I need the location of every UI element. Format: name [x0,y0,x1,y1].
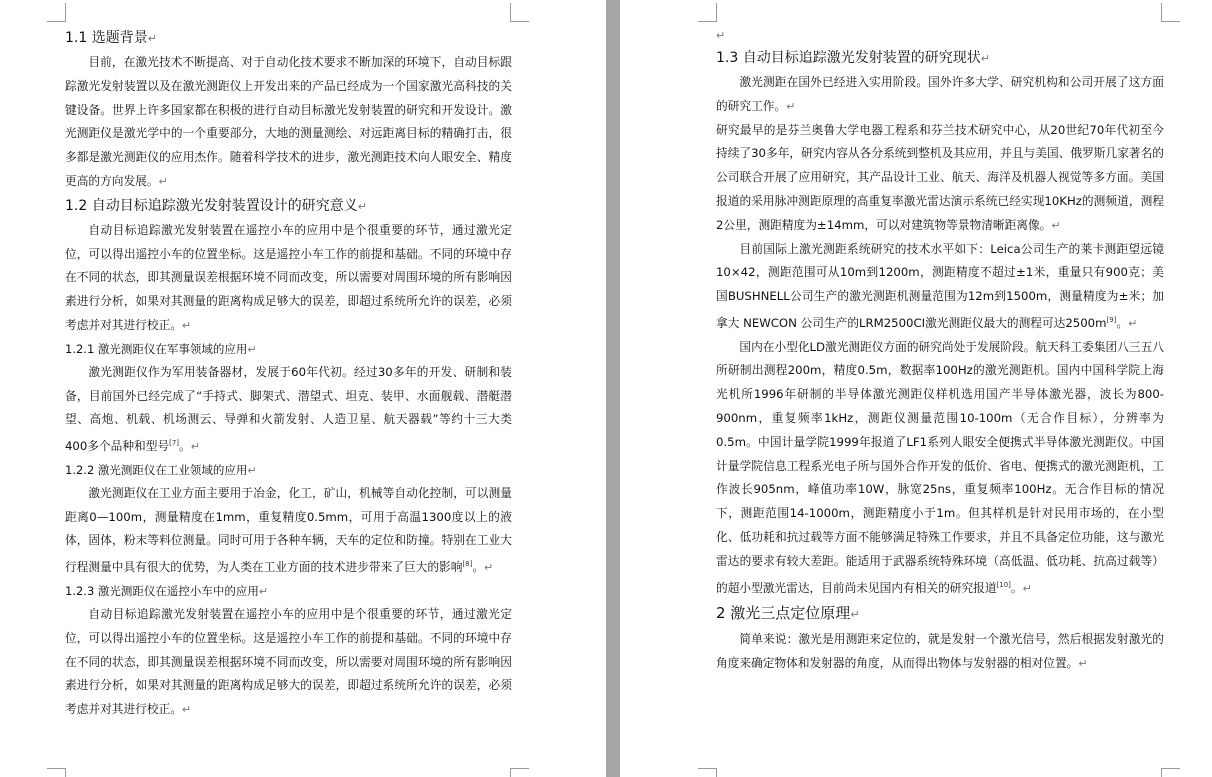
paragraph-mark-icon: ↵ [1022,581,1032,595]
paragraph-mark-icon: ↵ [980,52,990,65]
crop-mark [47,768,66,777]
paragraph-mark-icon: ↵ [484,561,494,575]
body-paragraph [716,628,1164,676]
subsection-heading [65,459,512,482]
paragraph-text: 简单来说：激光是用测距来定位的，就是发射一个激光信号，然后根据发射激光的角度来确定物体和发射器的角度，从而得出物体与发射器的相对位置。 [716,632,1164,671]
paragraph-mark-icon: ↵ [258,584,269,598]
citation-reference[interactable]: [9] [1106,315,1117,324]
body-paragraph [716,238,1164,336]
subsection-heading [65,580,512,603]
paragraph-mark-icon: ↵ [147,32,157,45]
paragraph-mark-icon: ↵ [247,342,257,356]
body-paragraph [716,119,1164,238]
paragraph-mark-icon: ↵ [181,703,192,717]
sentence-end: 。 [1010,580,1023,595]
paragraph-text: 1.2 自动目标追踪激光发射装置设计的研究意义 [65,197,358,214]
citation-reference[interactable]: [7] [169,439,180,448]
paragraph-mark-icon: ↵ [716,29,726,42]
paragraph-mark-icon: ↵ [181,318,192,332]
body-paragraph [65,603,512,722]
subsection-heading [65,338,512,361]
body-paragraph [65,361,512,459]
paragraph-mark-icon: ↵ [158,174,168,188]
sentence-end: 。 [179,439,191,454]
page-body[interactable] [716,26,1164,676]
paragraph-text: 1.2.3 激光测距仪在遥控小车中的应用 [65,583,259,598]
crop-mark [47,3,66,22]
crop-mark [510,3,529,22]
paragraph-text: 国内在小型化LD激光测距仪方面的研究尚处于发展阶段。航天科工委集团八三五八所研制出测程200m，精度0.5m，数据率100Hz的激光测距机。国内中国科学院上海光机所1996年研制的半导体激光测距仪样机选用国产半导体激光器，波长为800-900nm，重复频率1kHz，测距仪测量范围10-100m（无合作目标），分辨率为0.5m。中国计量学院1999年报道了LF1系列人眼安全便携式半导体激光测距仪。中国计量学院信息工程系光电子所与国外合作开发的低价、省电、便携式的激光测距机，工作波长905nm，峰值功率10W，脉宽25ns，重复频率100Hz。无合作目标的情况下，测距范围14-1000m，测距精度小于1m。但其样机是针对民用市场的，在小型化、低功耗和抗过载等方面不能够满足特殊工作要求，并且不具备定位功能，这与激光雷达的要求有较大差距。能适用于武器系统特殊环境（高低温、低功耗、抗高过载等）的超小型激光雷达，目前尚未见国内有相关的研究报道 [716,339,1164,595]
document-page-right[interactable] [620,0,1212,777]
section-heading [716,46,1164,71]
sentence-end: 。 [472,560,485,575]
paragraph-mark-icon: ↵ [786,99,796,113]
paragraph-text: 激光测距仪作为军用装备器材，发展于60年代初。经过30多年的开发、研制和装备，目前国外已经完成了“手持式、脚架式、潜望式、坦克、装甲、水面舰载、潜艇潜望、高炮、机载、机场测云、导弹和火箭发射、人造卫星、航天器载”等约十三大类400多个品种和型号 [65,364,512,454]
paragraph-text: 激光测距在国外已经进入实用阶段。国外许多大学、研究机构和公司开展了这方面的研究工作。 [716,75,1164,113]
paragraph-text: 目前，在激光技术不断提高、对于自动化技术要求不断加深的环境下，自动目标跟踪激光发射装置以及在激光测距仪上开发出来的产品已经成为一个国家激光高科技的关键设备。世界上许多国家都在积极的进行自动目标激光发射装置的研究和开发设计。激光测距仪是激光学中的一个重要部分，大地的测量测绘、对远距离目标的精确打击，很多都是激光测距仪的应用杰作。随着科学技术的进步，激光测距技术向人眼安全、精度更高的方向发展。 [65,55,512,188]
paragraph-mark-icon: ↵ [357,199,367,213]
paragraph-text: 激光测距仪在工业方面主要用于冶金，化工，矿山，机械等自动化控制，可以测量距离0—100m，测量精度在1mm，重复精度0.5mm，可用于高温1300度以上的液体，固体，粉末等料位测量。同时可用于各种车辆，天车的定位和防撞。特别在工业大行程测量中具有很大的优势，为人类在工业方面的技术进步带来了巨大的影响 [65,485,512,575]
page-body[interactable] [65,26,512,722]
paragraph-text: 1.1 选题背景 [65,30,148,46]
citation-reference[interactable]: [10] [996,580,1011,589]
empty-paragraph [716,26,1164,46]
paragraph-mark-icon: ↵ [1128,316,1138,330]
body-paragraph [65,219,512,338]
page-gap [606,0,620,777]
crop-mark [1161,3,1180,22]
paragraph-mark-icon: ↵ [1051,218,1061,232]
body-paragraph [716,336,1164,601]
paragraph-text: 目前国际上激光测距系统研究的技术水平如下：Leica公司生产的莱卡测距望远镜10×42，测距范围可从10m到1200m，测距精度不超过±1米，重量只有900克；美国BUSHNELL公司生产的激光测距机测量范围为12m到1500m，测量精度为±米；加拿大 NEWCON 公司生产的LRM2500CI激光测距仪最大的测程可达2500m [716,241,1164,330]
paragraph-text: 1.2.1 激光测距仪在军事领域的应用 [65,341,248,356]
crop-mark [1161,768,1180,777]
paragraph-mark-icon: ↵ [190,440,200,454]
crop-mark [698,3,717,22]
section-heading [65,26,512,51]
paragraph-text: 2 激光三点定位原理 [716,604,851,623]
citation-reference[interactable]: [8] [462,560,473,569]
crop-mark [698,768,717,777]
paragraph-text: 自动目标追踪激光发射装置在遥控小车的应用中是个很重要的环节，通过激光定位，可以得出遥控小车的位置坐标。这是遥控小车工作的前提和基础。不同的环境中存在不同的状态，即其测量误差根据环境不同而改变，所以需要对周围环境的所有影响因素进行分析，如果对其测量的距离构成足够大的误差，即超过系统所允许的误差，必须考虑并对其进行校正。 [65,606,512,717]
sentence-end: 。 [1116,315,1129,330]
body-paragraph [716,71,1164,119]
section-heading [65,194,512,219]
crop-mark [510,768,529,777]
paragraph-mark-icon: ↵ [1078,657,1088,671]
paragraph-text: 自动目标追踪激光发射装置在遥控小车的应用中是个很重要的环节，通过激光定位，可以得出遥控小车的位置坐标。这是遥控小车工作的前提和基础。不同的环境中存在不同的状态，即其测量误差根据环境不同而改变，所以需要对周围环境的所有影响因素进行分析，如果对其测量的距离构成足够大的误差，即超过系统所允许的误差，必须考虑并对其进行校正。 [65,222,512,332]
paragraph-text: 1.3 自动目标追踪激光发射装置的研究现状 [716,50,981,66]
paragraph-text: 1.2.2 激光测距仪在工业领域的应用 [65,462,248,477]
section-heading [716,600,1164,628]
paragraph-text: 研究最早的是芬兰奥鲁大学电器工程系和芬兰技术研究中心，从20世纪70年代初至今持续了30多年，研究内容从各分系统到整机及其应用，并且与美国、俄罗斯几家著名的公司联合开展了应用研究，其产品设计工业、航天、海洋及机器人视觉等多方面。美国报道的采用脉冲测距原理的高重复率激光雷达演示系统已经实现10KHz的测频道，测程2公里，测距精度为±14mm，可以对建筑物等景物清晰距离像。 [716,122,1164,232]
body-paragraph [65,51,512,194]
paragraph-mark-icon: ↵ [850,608,860,622]
paragraph-mark-icon: ↵ [247,463,257,477]
body-paragraph [65,482,512,580]
